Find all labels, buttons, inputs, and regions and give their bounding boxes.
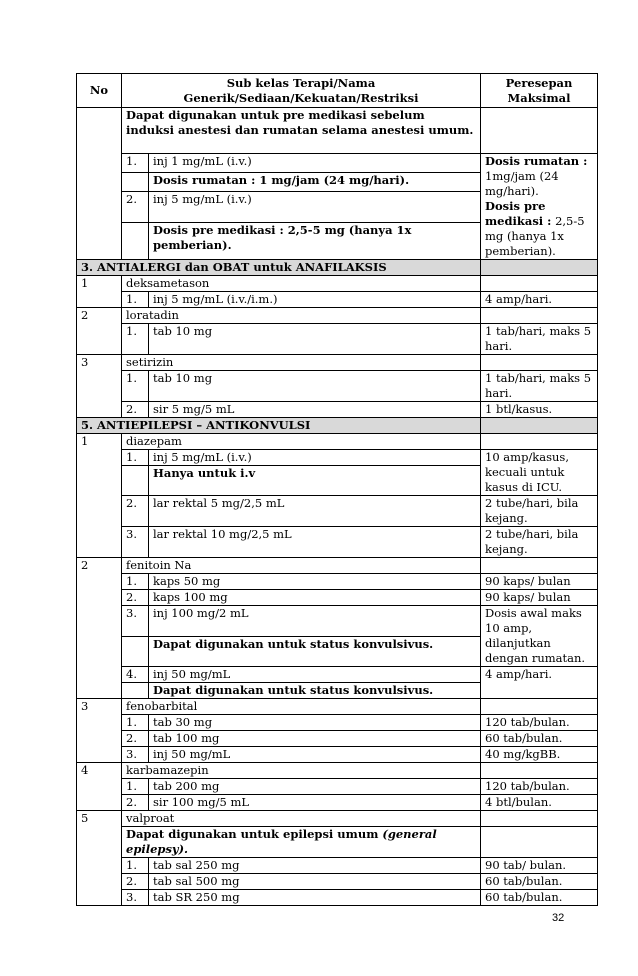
drug-row (77, 699, 598, 715)
header-max (481, 74, 598, 108)
drug-note (122, 827, 481, 858)
item-note: Dapat digunakan untuk status konvulsivus. (149, 636, 481, 667)
item-form: kaps 50 mg (149, 574, 481, 590)
item-max: 60 tab/bulan. (481, 874, 598, 890)
item-number: 2. (122, 590, 149, 606)
item-max: 90 tab/ bulan. (481, 858, 598, 874)
item-max: 10 amp/kasus, kecuali untuk kasus di ICU. (481, 450, 598, 496)
drug-row (77, 308, 598, 324)
table-row (77, 795, 598, 811)
empty-cell (481, 308, 598, 324)
item-form: inj 5 mg/mL (i.v.) (149, 450, 481, 466)
drug-note-italic: (general epilepsy). (126, 827, 437, 856)
item-number: 1. (122, 154, 149, 173)
item-number: 1. (122, 371, 149, 402)
section-header-row (77, 260, 598, 276)
table-row (77, 874, 598, 890)
empty-cell (481, 811, 598, 827)
item-form: kaps 100 mg (149, 590, 481, 606)
item-number: 1. (122, 574, 149, 590)
item-max: 2 tube/hari, bila kejang. (481, 527, 598, 558)
table-row (77, 450, 598, 466)
empty-no-cell (77, 108, 122, 260)
drug-name: deksametason (122, 276, 481, 292)
item-form: tab 100 mg (149, 731, 481, 747)
drug-row (77, 811, 598, 827)
drug-row (77, 763, 598, 779)
item-number: 2. (122, 795, 149, 811)
table-row (77, 590, 598, 606)
empty-max-cell (481, 108, 598, 154)
item-form: sir 5 mg/5 mL (149, 402, 481, 418)
item-number: 4. (122, 667, 149, 683)
item-number: 3. (122, 747, 149, 763)
max-dose-value: 2,5-5 mg (hanya 1x pemberian). (485, 214, 585, 258)
item-number: 2. (122, 874, 149, 890)
formulary-table (76, 73, 598, 906)
item-form: lar rektal 10 mg/2,5 mL (149, 527, 481, 558)
empty-cell (481, 827, 598, 858)
item-max: 90 kaps/ bulan (481, 590, 598, 606)
item-number: 1. (122, 858, 149, 874)
item-number: 1. (122, 324, 149, 355)
table-row (77, 827, 598, 858)
max-dose-label: Dosis pre medikasi : (485, 199, 552, 228)
intro-note-row (77, 108, 598, 154)
drug-note-text: Dapat digunakan untuk epilepsi umum (126, 827, 383, 841)
max-dose-value: 1mg/jam (24 mg/hari). (485, 169, 559, 198)
item-note: Dosis rumatan : 1 mg/jam (24 mg/hari). (149, 172, 481, 191)
item-note: Dosis pre medikasi : 2,5-5 mg (hanya 1x pemberian). (149, 223, 481, 260)
item-form: inj 5 mg/mL (i.v.) (149, 191, 481, 223)
table-row (77, 667, 598, 683)
empty-cell (481, 276, 598, 292)
item-max: 120 tab/bulan. (481, 779, 598, 795)
item-form: inj 50 mg/mL (149, 747, 481, 763)
empty-cell (481, 558, 598, 574)
section-header-row (77, 418, 598, 434)
table-row (77, 154, 598, 173)
drug-no: 5 (77, 811, 122, 906)
drug-name: diazepam (122, 434, 481, 450)
header-max-line1: Peresepan (505, 75, 573, 90)
empty-cell (122, 466, 149, 496)
page-number: 32 (552, 912, 565, 924)
drug-no: 1 (77, 434, 122, 558)
section-title: 3. ANTIALERGI dan OBAT untuk ANAFILAKSIS (77, 260, 481, 276)
item-form: tab sal 250 mg (149, 858, 481, 874)
intro-note: Dapat digunakan untuk pre medikasi sebelum induksi anestesi dan rumatan selama anestesi umum. (122, 108, 481, 154)
drug-name: fenitoin Na (122, 558, 481, 574)
drug-row (77, 355, 598, 371)
table-header-row (77, 74, 598, 108)
item-form: inj 50 mg/mL (149, 667, 481, 683)
drug-name: valproat (122, 811, 481, 827)
drug-name: fenobarbital (122, 699, 481, 715)
item-number: 2. (122, 496, 149, 527)
table-row (77, 574, 598, 590)
drug-no: 4 (77, 763, 122, 811)
empty-cell (122, 683, 149, 699)
table-row (77, 606, 598, 637)
drug-no: 3 (77, 355, 122, 418)
drug-row (77, 276, 598, 292)
table-row (77, 858, 598, 874)
drug-row (77, 434, 598, 450)
item-form: lar rektal 5 mg/2,5 mL (149, 496, 481, 527)
header-max-line2: Maksimal (507, 90, 571, 105)
intro-max-dose (481, 154, 598, 260)
drug-name: loratadin (122, 308, 481, 324)
drug-no: 2 (77, 308, 122, 355)
table-row (77, 890, 598, 906)
empty-cell (481, 418, 598, 434)
item-max: 120 tab/bulan. (481, 715, 598, 731)
item-max: 40 mg/kgBB. (481, 747, 598, 763)
header-subclass-line1: Sub kelas Terapi/Nama (226, 75, 376, 90)
item-number: 3. (122, 527, 149, 558)
item-max: 4 amp/hari. (481, 292, 598, 308)
item-number: 2. (122, 191, 149, 223)
section-title: 5. ANTIEPILEPSI – ANTIKONVULSI (77, 418, 481, 434)
empty-cell (481, 763, 598, 779)
table-row (77, 402, 598, 418)
item-max: 1 tab/hari, maks 5 hari. (481, 324, 598, 355)
table-row (77, 715, 598, 731)
item-form: tab 200 mg (149, 779, 481, 795)
item-form: tab 30 mg (149, 715, 481, 731)
table-row (77, 371, 598, 402)
item-note: Dapat digunakan untuk status konvulsivus. (149, 683, 481, 699)
drug-name: setirizin (122, 355, 481, 371)
item-number: 1. (122, 779, 149, 795)
item-number: 3. (122, 890, 149, 906)
item-number: 2. (122, 402, 149, 418)
header-subclass (122, 74, 481, 108)
empty-cell (481, 355, 598, 371)
drug-row (77, 558, 598, 574)
item-form: tab 10 mg (149, 371, 481, 402)
drug-name: karbamazepin (122, 763, 481, 779)
table-row (77, 779, 598, 795)
item-number: 2. (122, 731, 149, 747)
table-row (77, 527, 598, 558)
table-row (77, 731, 598, 747)
item-number: 3. (122, 606, 149, 637)
empty-cell (122, 223, 149, 260)
table-row (77, 496, 598, 527)
item-form: sir 100 mg/5 mL (149, 795, 481, 811)
header-subclass-line2: Generik/Sediaan/Kekuatan/Restriksi (183, 90, 419, 105)
item-form: inj 1 mg/mL (i.v.) (149, 154, 481, 173)
header-no: No (77, 74, 122, 108)
empty-cell (122, 172, 149, 191)
item-form: tab SR 250 mg (149, 890, 481, 906)
item-max: Dosis awal maks 10 amp, dilanjutkan dengan rumatan. (481, 606, 598, 667)
item-max: 4 btl/bulan. (481, 795, 598, 811)
max-dose-label: Dosis rumatan : (485, 154, 588, 168)
item-form: inj 5 mg/mL (i.v./i.m.) (149, 292, 481, 308)
item-number: 1. (122, 715, 149, 731)
drug-no: 3 (77, 699, 122, 763)
item-form: tab 10 mg (149, 324, 481, 355)
empty-cell (481, 260, 598, 276)
item-max: 90 kaps/ bulan (481, 574, 598, 590)
item-max: 60 tab/bulan. (481, 731, 598, 747)
item-max: 1 tab/hari, maks 5 hari. (481, 371, 598, 402)
item-note: Hanya untuk i.v (149, 466, 481, 496)
item-form: tab sal 500 mg (149, 874, 481, 890)
item-max: 4 amp/hari. (481, 667, 598, 699)
item-max: 60 tab/bulan. (481, 890, 598, 906)
empty-cell (481, 699, 598, 715)
table-row (77, 292, 598, 308)
item-max: 1 btl/kasus. (481, 402, 598, 418)
item-number: 1. (122, 450, 149, 466)
table-row (77, 324, 598, 355)
item-max: 2 tube/hari, bila kejang. (481, 496, 598, 527)
item-form: inj 100 mg/2 mL (149, 606, 481, 637)
drug-no: 1 (77, 276, 122, 308)
empty-cell (481, 434, 598, 450)
table-row (77, 747, 598, 763)
drug-no: 2 (77, 558, 122, 699)
item-number: 1. (122, 292, 149, 308)
empty-cell (122, 636, 149, 667)
